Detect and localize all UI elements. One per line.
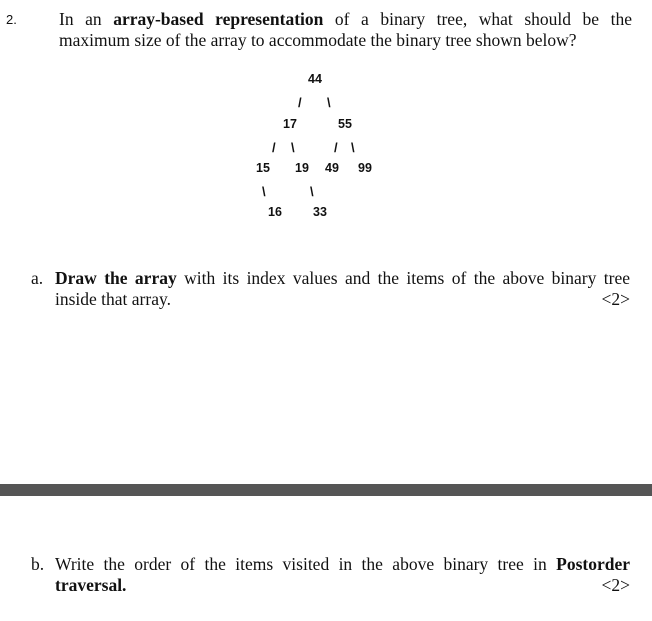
part-a-marks: <2> (601, 289, 630, 309)
tree-edge-17-15: / (272, 140, 276, 155)
tree-edge-55-99: \ (351, 140, 355, 155)
section-divider (0, 484, 652, 496)
part-b-line-2-row (55, 575, 630, 596)
question-number: 2. (6, 12, 17, 27)
part-b-body (55, 554, 630, 596)
tree-node-33: 33 (313, 205, 327, 219)
tree-node-16: 16 (268, 205, 282, 219)
part-a-body (55, 268, 630, 310)
tree-node-15: 15 (256, 161, 270, 175)
question-line-1-start: In an (59, 9, 114, 29)
question-bold-term: array-based representation (113, 9, 324, 29)
part-a-letter: a. (31, 268, 44, 288)
part-a-line-1-rest: with its index values and the items of the above binary tree (176, 268, 631, 288)
part-b-marks: <2> (601, 575, 630, 595)
tree-node-99: 99 (358, 161, 372, 175)
tree-edge-19-33: \ (310, 184, 314, 199)
tree-node-17: 17 (283, 117, 297, 131)
part-b (31, 554, 630, 596)
part-b-line-1 (55, 554, 630, 575)
part-a-line-2: inside that array. (55, 289, 171, 309)
question-line-1-end: of a binary tree, what should be the (323, 9, 632, 29)
tree-edge-55-49: / (334, 140, 338, 155)
question-line-2: maximum size of the array to accommodate the binary tree shown below? (59, 30, 577, 50)
part-b-bold-term: Postorder (556, 554, 630, 574)
binary-tree-diagram (0, 0, 652, 240)
part-a-line-1 (55, 268, 630, 289)
part-a (31, 268, 630, 310)
tree-edge-44-17: / (298, 95, 302, 110)
tree-edge-17-19: \ (291, 140, 295, 155)
tree-node-55: 55 (338, 117, 352, 131)
tree-edge-44-55: \ (327, 95, 331, 110)
tree-node-49: 49 (325, 161, 339, 175)
tree-node-19: 19 (295, 161, 309, 175)
part-a-bold-term: Draw the array (55, 268, 177, 288)
tree-node-44: 44 (308, 72, 322, 86)
part-a-line-2-row (55, 289, 630, 310)
part-b-line-2: traversal. (55, 575, 127, 595)
part-b-line-1-start: Write the order of the items visited in the above binary tree in (55, 554, 557, 574)
part-b-letter: b. (31, 554, 45, 574)
tree-edge-15-16: \ (262, 184, 266, 199)
